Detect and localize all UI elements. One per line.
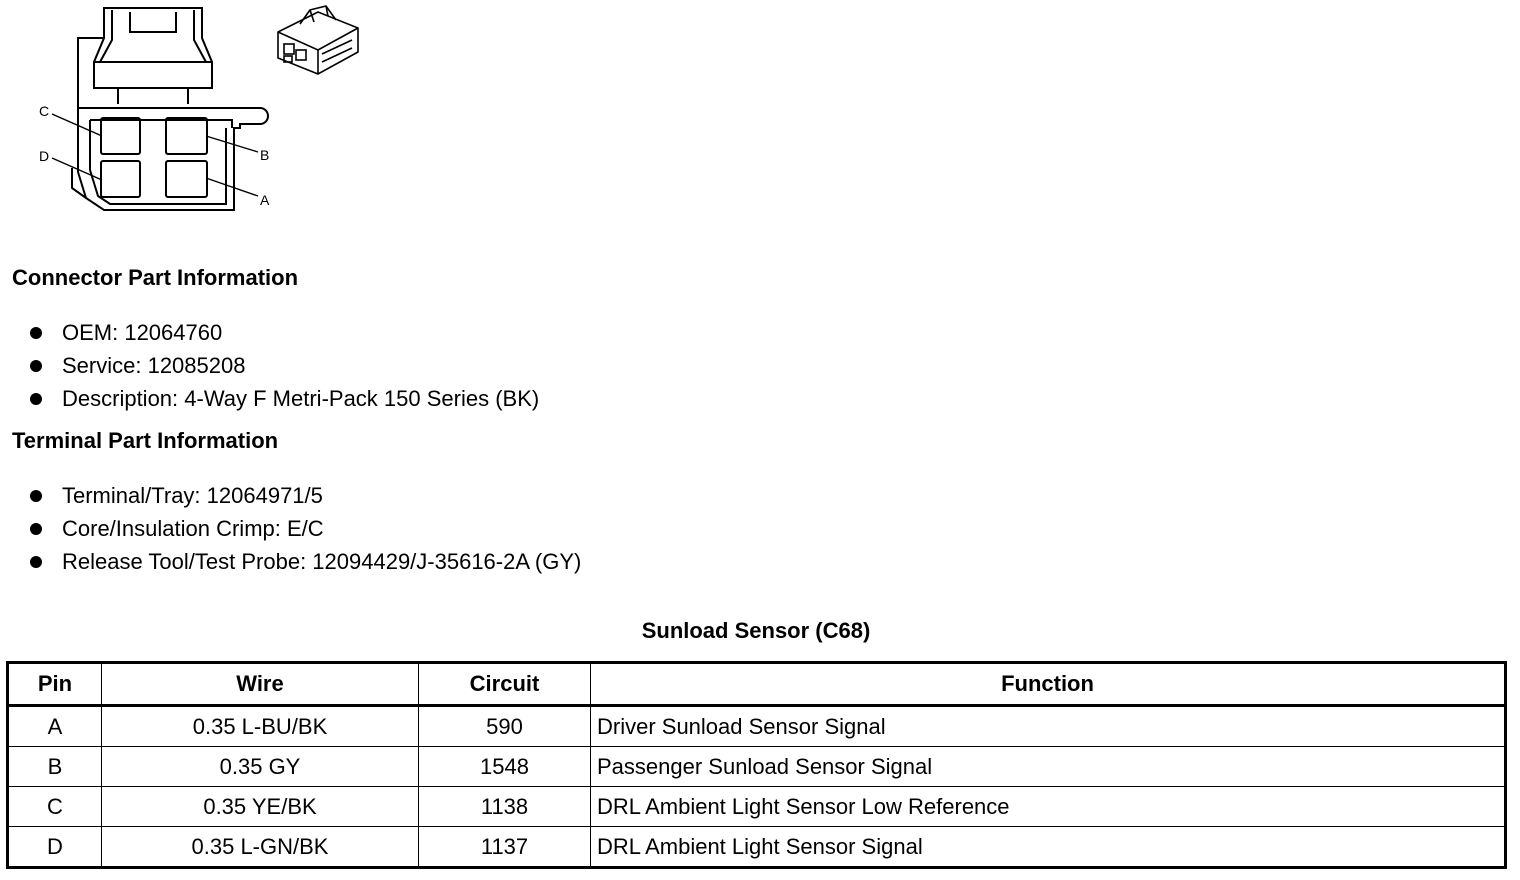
table-row xyxy=(8,787,1506,827)
cell-wire: 0.35 L-BU/BK xyxy=(102,706,419,747)
cell-wire: 0.35 YE/BK xyxy=(102,787,419,827)
connector-isometric-illustration xyxy=(270,2,365,82)
pin-label-b: B xyxy=(260,147,270,163)
list-item: Terminal/Tray: 12064971/5 xyxy=(28,479,581,512)
cell-function: Passenger Sunload Sensor Signal xyxy=(591,747,1506,787)
list-item: Description: 4-Way F Metri-Pack 150 Series (BK) xyxy=(28,382,539,415)
header-circuit: Circuit xyxy=(419,663,591,706)
cell-pin: D xyxy=(8,827,102,868)
cell-pin: A xyxy=(8,706,102,747)
table-header-row xyxy=(8,663,1506,706)
header-wire: Wire xyxy=(102,663,419,706)
table-row xyxy=(8,747,1506,787)
cell-function: DRL Ambient Light Sensor Low Reference xyxy=(591,787,1506,827)
cell-wire: 0.35 L-GN/BK xyxy=(102,827,419,868)
pin-label-a: A xyxy=(260,192,270,208)
connector-part-info-list xyxy=(28,316,539,415)
header-pin: Pin xyxy=(8,663,102,706)
pin-label-d: D xyxy=(39,148,50,164)
cell-wire: 0.35 GY xyxy=(102,747,419,787)
list-item: OEM: 12064760 xyxy=(28,316,539,349)
pin-label-c: C xyxy=(39,103,50,119)
terminal-part-info-heading: Terminal Part Information xyxy=(12,428,279,453)
cell-pin: B xyxy=(8,747,102,787)
list-item: Core/Insulation Crimp: E/C xyxy=(28,512,581,545)
table-title: Sunload Sensor (C68) xyxy=(641,618,871,643)
pinout-table xyxy=(6,661,1507,869)
list-item: Service: 12085208 xyxy=(28,349,539,382)
table-row xyxy=(8,827,1506,868)
header-function: Function xyxy=(591,663,1506,706)
cell-function: Driver Sunload Sensor Signal xyxy=(591,706,1506,747)
cell-circuit: 1137 xyxy=(419,827,591,868)
connector-part-info-heading: Connector Part Information xyxy=(12,265,299,290)
cell-pin: C xyxy=(8,787,102,827)
table-row xyxy=(8,706,1506,747)
cell-circuit: 1138 xyxy=(419,787,591,827)
cell-circuit: 1548 xyxy=(419,747,591,787)
cell-circuit: 590 xyxy=(419,706,591,747)
connector-face-diagram xyxy=(30,0,280,220)
terminal-part-info-list xyxy=(28,479,581,578)
list-item: Release Tool/Test Probe: 12094429/J-35616-2A (GY) xyxy=(28,545,581,578)
cell-function: DRL Ambient Light Sensor Signal xyxy=(591,827,1506,868)
